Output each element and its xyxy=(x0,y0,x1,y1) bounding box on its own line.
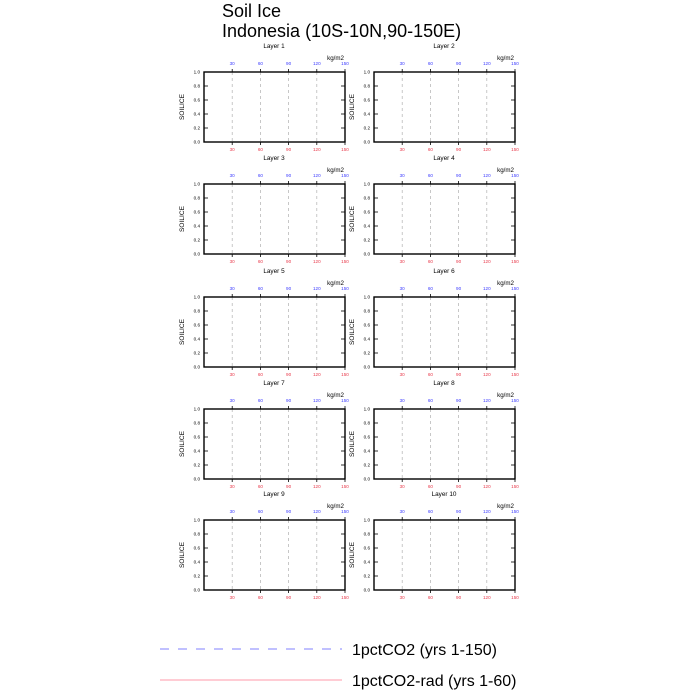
top-x-tick-label: 90 xyxy=(456,509,462,514)
top-x-tick-label: 90 xyxy=(286,286,292,291)
bottom-x-tick-label: 150 xyxy=(341,147,349,152)
top-x-tick-label: 60 xyxy=(257,61,263,66)
y-tick-label: 0.6 xyxy=(193,209,200,215)
bottom-x-tick-label: 90 xyxy=(286,595,292,600)
bottom-x-tick-label: 150 xyxy=(511,259,519,264)
top-x-tick-label: 90 xyxy=(456,286,462,291)
legend-label: 1pctCO2-rad (yrs 1-60) xyxy=(352,673,517,690)
y-tick-label: 1.0 xyxy=(193,406,200,412)
bottom-x-tick-label: 120 xyxy=(482,147,491,152)
bottom-x-tick-label: 60 xyxy=(427,259,433,264)
y-tick-label: 0.4 xyxy=(193,448,200,454)
y-tick-label: 0.2 xyxy=(363,573,370,579)
bottom-x-tick-label: 90 xyxy=(456,595,462,600)
bottom-x-tick-label: 120 xyxy=(312,372,321,377)
units-label: kg/m2 xyxy=(327,392,344,399)
top-x-tick-label: 150 xyxy=(511,398,519,403)
y-tick-label: 0.6 xyxy=(193,322,200,328)
y-tick-label: 0.0 xyxy=(193,364,200,370)
top-x-tick-label: 120 xyxy=(482,286,491,291)
bottom-x-tick-label: 150 xyxy=(341,595,349,600)
bottom-x-tick-label: 30 xyxy=(229,259,235,264)
bottom-x-tick-label: 120 xyxy=(482,595,491,600)
chart-title: Soil Ice xyxy=(222,1,282,21)
y-tick-label: 0.4 xyxy=(193,336,200,342)
bottom-x-tick-label: 60 xyxy=(257,147,263,152)
bottom-x-tick-label: 150 xyxy=(511,372,519,377)
top-x-tick-label: 30 xyxy=(229,398,235,403)
y-tick-label: 0.2 xyxy=(193,573,200,579)
bottom-x-tick-label: 90 xyxy=(456,372,462,377)
y-tick-label: 0.2 xyxy=(363,237,370,243)
y-tick-label: 0.8 xyxy=(193,420,200,426)
y-axis-label: SOILICE xyxy=(179,541,186,569)
units-label: kg/m2 xyxy=(497,55,514,62)
bottom-x-tick-label: 30 xyxy=(399,259,405,264)
bottom-x-tick-label: 30 xyxy=(399,147,405,152)
top-x-tick-label: 90 xyxy=(286,509,292,514)
top-x-tick-label: 120 xyxy=(312,61,321,66)
y-tick-label: 0.2 xyxy=(193,350,200,356)
y-axis-label: SOILICE xyxy=(349,541,356,569)
units-label: kg/m2 xyxy=(497,167,514,174)
panel-title: Layer 2 xyxy=(433,43,455,50)
y-axis-label: SOILICE xyxy=(349,93,356,121)
y-tick-label: 0.0 xyxy=(193,587,200,593)
bottom-x-tick-label: 90 xyxy=(456,259,462,264)
top-x-tick-label: 30 xyxy=(229,61,235,66)
top-x-tick-label: 60 xyxy=(257,286,263,291)
bottom-x-tick-label: 120 xyxy=(312,259,321,264)
y-tick-label: 0.0 xyxy=(363,139,370,145)
y-tick-label: 0.0 xyxy=(363,364,370,370)
y-axis-label: SOILICE xyxy=(179,205,186,233)
top-x-tick-label: 150 xyxy=(511,509,519,514)
y-tick-label: 0.2 xyxy=(193,125,200,131)
bottom-x-tick-label: 90 xyxy=(286,259,292,264)
chart-subtitle: Indonesia (10S-10N,90-150E) xyxy=(222,21,462,41)
y-tick-label: 1.0 xyxy=(193,181,200,187)
bottom-x-tick-label: 90 xyxy=(286,147,292,152)
y-tick-label: 0.4 xyxy=(363,559,370,565)
top-x-tick-label: 30 xyxy=(399,509,405,514)
bottom-x-tick-label: 30 xyxy=(399,372,405,377)
top-x-tick-label: 120 xyxy=(482,509,491,514)
y-tick-label: 0.6 xyxy=(363,545,370,551)
top-x-tick-label: 90 xyxy=(286,398,292,403)
bottom-x-tick-label: 60 xyxy=(257,595,263,600)
bottom-x-tick-label: 120 xyxy=(482,372,491,377)
y-tick-label: 0.4 xyxy=(193,223,200,229)
panel-title: Layer 1 xyxy=(263,43,285,50)
top-x-tick-label: 30 xyxy=(399,61,405,66)
top-x-tick-label: 120 xyxy=(482,398,491,403)
top-x-tick-label: 90 xyxy=(286,173,292,178)
y-tick-label: 0.8 xyxy=(193,308,200,314)
bottom-x-tick-label: 120 xyxy=(482,259,491,264)
y-tick-label: 0.0 xyxy=(363,251,370,257)
y-tick-label: 0.6 xyxy=(363,434,370,440)
top-x-tick-label: 150 xyxy=(341,61,349,66)
bottom-x-tick-label: 150 xyxy=(511,147,519,152)
y-tick-label: 1.0 xyxy=(363,294,370,300)
bottom-x-tick-label: 120 xyxy=(482,484,491,489)
y-tick-label: 0.4 xyxy=(363,223,370,229)
top-x-tick-label: 60 xyxy=(427,61,433,66)
y-tick-label: 0.4 xyxy=(193,559,200,565)
top-x-tick-label: 60 xyxy=(257,509,263,514)
y-tick-label: 1.0 xyxy=(363,69,370,75)
y-tick-label: 0.8 xyxy=(363,308,370,314)
y-tick-label: 0.0 xyxy=(193,251,200,257)
y-tick-label: 1.0 xyxy=(363,181,370,187)
top-x-tick-label: 60 xyxy=(427,398,433,403)
units-label: kg/m2 xyxy=(327,280,344,287)
bottom-x-tick-label: 60 xyxy=(427,595,433,600)
top-x-tick-label: 120 xyxy=(482,61,491,66)
top-x-tick-label: 120 xyxy=(312,398,321,403)
top-x-tick-label: 60 xyxy=(427,173,433,178)
y-tick-label: 1.0 xyxy=(193,69,200,75)
y-tick-label: 0.0 xyxy=(363,476,370,482)
top-x-tick-label: 120 xyxy=(312,286,321,291)
bottom-x-tick-label: 150 xyxy=(341,372,349,377)
panel-title: Layer 6 xyxy=(433,268,455,275)
bottom-x-tick-label: 150 xyxy=(341,259,349,264)
y-tick-label: 0.6 xyxy=(363,322,370,328)
top-x-tick-label: 90 xyxy=(456,398,462,403)
y-tick-label: 0.8 xyxy=(363,420,370,426)
y-tick-label: 0.0 xyxy=(363,587,370,593)
y-tick-label: 0.2 xyxy=(363,462,370,468)
top-x-tick-label: 150 xyxy=(341,286,349,291)
y-tick-label: 0.6 xyxy=(363,97,370,103)
y-tick-label: 0.8 xyxy=(363,195,370,201)
y-tick-label: 0.4 xyxy=(363,111,370,117)
y-tick-label: 0.4 xyxy=(363,448,370,454)
y-tick-label: 0.8 xyxy=(363,83,370,89)
bottom-x-tick-label: 120 xyxy=(312,595,321,600)
top-x-tick-label: 150 xyxy=(511,173,519,178)
bottom-x-tick-label: 60 xyxy=(427,484,433,489)
legend-label: 1pctCO2 (yrs 1-150) xyxy=(352,642,497,659)
y-tick-label: 0.6 xyxy=(363,209,370,215)
bottom-x-tick-label: 120 xyxy=(312,484,321,489)
panel-title: Layer 4 xyxy=(433,155,455,162)
bottom-x-tick-label: 60 xyxy=(257,372,263,377)
bottom-x-tick-label: 60 xyxy=(257,484,263,489)
y-tick-label: 0.2 xyxy=(363,350,370,356)
top-x-tick-label: 60 xyxy=(257,173,263,178)
top-x-tick-label: 30 xyxy=(399,286,405,291)
top-x-tick-label: 60 xyxy=(427,509,433,514)
bottom-x-tick-label: 30 xyxy=(399,484,405,489)
top-x-tick-label: 30 xyxy=(229,509,235,514)
y-axis-label: SOILICE xyxy=(349,430,356,458)
y-tick-label: 0.8 xyxy=(193,83,200,89)
y-tick-label: 0.8 xyxy=(193,531,200,537)
bottom-x-tick-label: 30 xyxy=(399,595,405,600)
y-tick-label: 0.6 xyxy=(193,434,200,440)
bottom-x-tick-label: 150 xyxy=(511,484,519,489)
y-axis-label: SOILICE xyxy=(179,318,186,346)
top-x-tick-label: 60 xyxy=(257,398,263,403)
bottom-x-tick-label: 150 xyxy=(511,595,519,600)
panel-title: Layer 8 xyxy=(433,380,455,387)
y-tick-label: 0.4 xyxy=(193,111,200,117)
panel-title: Layer 9 xyxy=(263,491,285,498)
top-x-tick-label: 150 xyxy=(341,509,349,514)
y-tick-label: 0.8 xyxy=(363,531,370,537)
bottom-x-tick-label: 30 xyxy=(229,484,235,489)
y-tick-label: 0.2 xyxy=(193,237,200,243)
top-x-tick-label: 90 xyxy=(456,173,462,178)
y-tick-label: 0.2 xyxy=(363,125,370,131)
units-label: kg/m2 xyxy=(497,280,514,287)
y-tick-label: 0.0 xyxy=(193,139,200,145)
bottom-x-tick-label: 60 xyxy=(427,372,433,377)
panel-title: Layer 5 xyxy=(263,268,285,275)
top-x-tick-label: 150 xyxy=(511,286,519,291)
y-tick-label: 0.0 xyxy=(193,476,200,482)
panel-title: Layer 10 xyxy=(431,491,457,498)
y-tick-label: 0.8 xyxy=(193,195,200,201)
bottom-x-tick-label: 60 xyxy=(427,147,433,152)
bottom-x-tick-label: 30 xyxy=(229,595,235,600)
y-axis-label: SOILICE xyxy=(179,93,186,121)
bottom-x-tick-label: 90 xyxy=(456,147,462,152)
top-x-tick-label: 120 xyxy=(482,173,491,178)
y-tick-label: 0.6 xyxy=(193,97,200,103)
top-x-tick-label: 120 xyxy=(312,173,321,178)
top-x-tick-label: 30 xyxy=(229,286,235,291)
top-x-tick-label: 30 xyxy=(229,173,235,178)
y-tick-label: 1.0 xyxy=(193,294,200,300)
bottom-x-tick-label: 90 xyxy=(456,484,462,489)
y-axis-label: SOILICE xyxy=(349,205,356,233)
top-x-tick-label: 30 xyxy=(399,173,405,178)
top-x-tick-label: 150 xyxy=(341,173,349,178)
bottom-x-tick-label: 30 xyxy=(229,372,235,377)
units-label: kg/m2 xyxy=(327,503,344,510)
y-tick-label: 0.6 xyxy=(193,545,200,551)
y-tick-label: 0.2 xyxy=(193,462,200,468)
top-x-tick-label: 120 xyxy=(312,509,321,514)
bottom-x-tick-label: 90 xyxy=(286,484,292,489)
y-tick-label: 1.0 xyxy=(193,517,200,523)
y-tick-label: 1.0 xyxy=(363,517,370,523)
units-label: kg/m2 xyxy=(497,503,514,510)
y-axis-label: SOILICE xyxy=(349,318,356,346)
panel-title: Layer 3 xyxy=(263,155,285,162)
top-x-tick-label: 90 xyxy=(286,61,292,66)
top-x-tick-label: 30 xyxy=(399,398,405,403)
bottom-x-tick-label: 90 xyxy=(286,372,292,377)
y-tick-label: 0.4 xyxy=(363,336,370,342)
units-label: kg/m2 xyxy=(327,55,344,62)
top-x-tick-label: 150 xyxy=(341,398,349,403)
bottom-x-tick-label: 30 xyxy=(229,147,235,152)
bottom-x-tick-label: 120 xyxy=(312,147,321,152)
units-label: kg/m2 xyxy=(497,392,514,399)
top-x-tick-label: 90 xyxy=(456,61,462,66)
y-axis-label: SOILICE xyxy=(179,430,186,458)
top-x-tick-label: 60 xyxy=(427,286,433,291)
bottom-x-tick-label: 60 xyxy=(257,259,263,264)
top-x-tick-label: 150 xyxy=(511,61,519,66)
y-tick-label: 1.0 xyxy=(363,406,370,412)
bottom-x-tick-label: 150 xyxy=(341,484,349,489)
panel-title: Layer 7 xyxy=(263,380,285,387)
units-label: kg/m2 xyxy=(327,167,344,174)
